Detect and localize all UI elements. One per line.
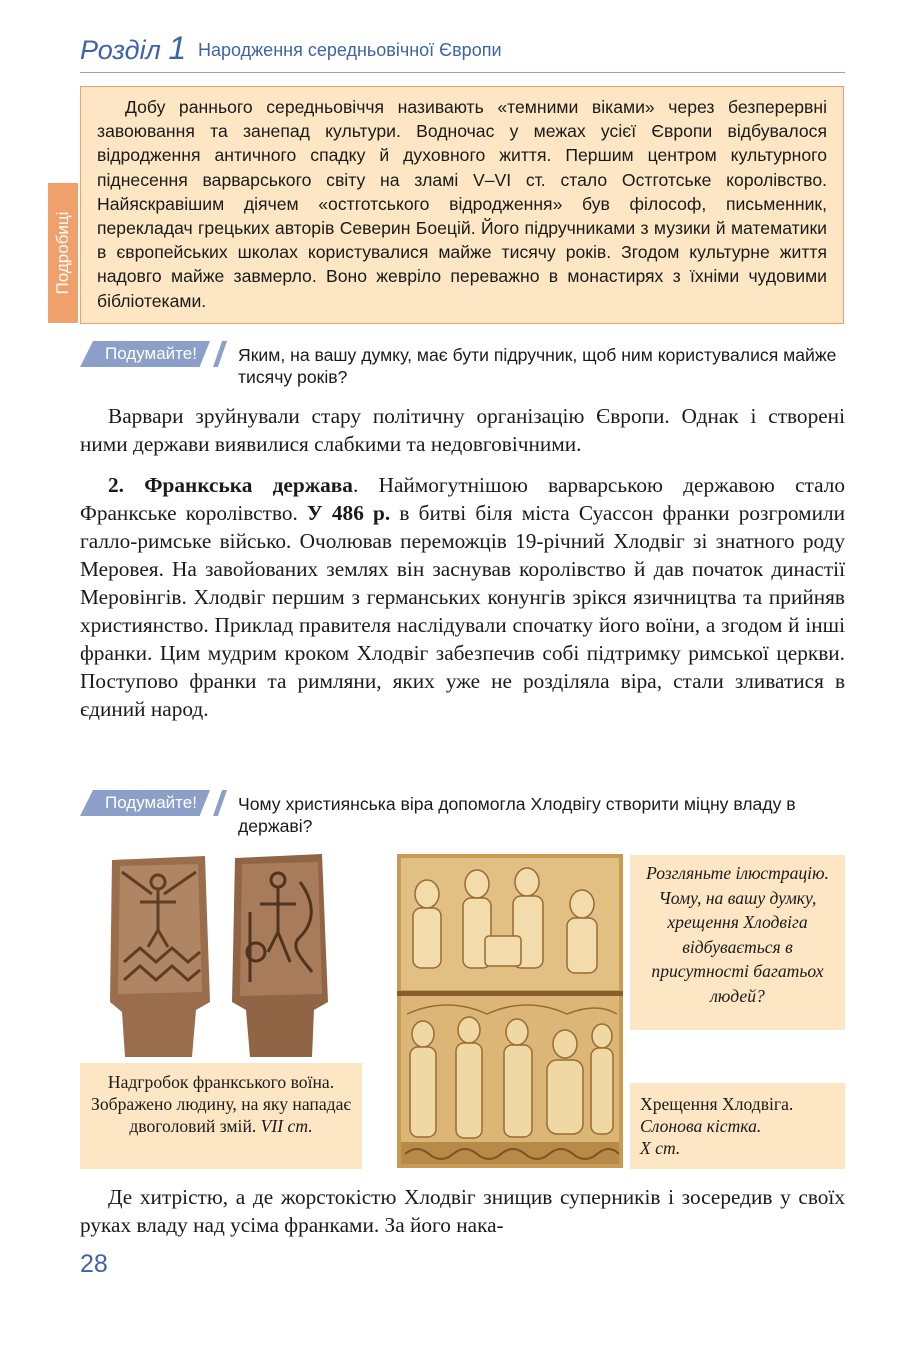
think-prompt-2 [80,790,845,840]
think-prompt-1 [80,341,845,391]
baptism-caption: Хрещення Хлодвіга. Слонова кістка. X ст. [630,1083,845,1169]
page-number: 28 [80,1250,108,1278]
paragraph-barbarians: Варвари зруйнували стару політичну організацію Європи. Однак і створені ними держави виявилися слабкими та недовговічними. [80,404,845,456]
think-tag: Подумайте! [80,790,230,816]
chapter-title: Народження середньовічної Європи [198,40,502,60]
gravestone-caption: Надгробок франкського воїна. Зображено людину, на яку нападає двоголовий змій. VII ст. [80,1063,362,1169]
details-text: Добу раннього середньовіччя називають «темними віками» через безперервні завоювання та занепад культури. Водночас у межах усієї Європи відбувалося відродження античного спадку й духовного життя. Першим центром культурного піднесення варварського світу на зламі V–VI ст. стало Остготське королівство. Найяскравішим діячем «остготського відродження» був філософ, письменник, перекладач грецьких авторів Северин Боецій. Його підручниками з музики й математики в європейських школах користувалися майже тисячу років. Згодом культурне життя надовго майже завмерло. Воно жевріло переважно в монастирях з їхніми чудовими бібліотеками. [97,97,827,311]
key-date: 486 р. [331,501,391,525]
gravestone-image [100,852,340,1062]
section-title: 2. Франкська держава [108,473,353,497]
page-header [80,28,845,73]
think-tag: Подумайте! [80,341,230,367]
details-tab: Подробиці [48,183,78,323]
chapter-label: Розділ 1 [80,30,187,66]
think-question-2: Чому християнська віра допомогла Хлодвігу створити міцну владу в державі? [238,794,796,836]
section-frankish-state: 2. Франкська держава. Наймогутнішою варварською державою стало Франкське королівство. У 486 р. в битві біля міста Суассон франки розгромили галло-римське військо. Очолював переможців 19-річний Хлодвіг зі знатного роду Меровея. На завойованих землях він заснував королівство й дав початок династії Меровінгів. Хлодвіг першим з германських конунгів зрікся язичництва та прийняв християнство. Приклад правителя наслідували спочатку його воїни, а згодом й інші франки. Цим мудрим кроком Хлодвіг забезпечив собі підтримку римської церкви. Поступово франки та римляни, яких уже не розділяла віра, стали зливатися в єдиний народ. [80,473,845,721]
think-question-1: Яким, на вашу думку, має бути підручник, щоб ним користувалися майже тисячу років? [238,345,837,387]
paragraph-clovis: Де хитрістю, а де жорстокістю Хлодвіг знищив суперників і зосередив у своїх руках владу над усіма франками. За його нака- [80,1185,845,1237]
illustration-question: Розгляньте ілюстрацію. Чому, на вашу думку, хрещення Хлодвіга відбувається в присутності багатьох людей? [630,855,845,1030]
baptism-ivory-image [397,854,623,1168]
details-box [80,86,844,324]
